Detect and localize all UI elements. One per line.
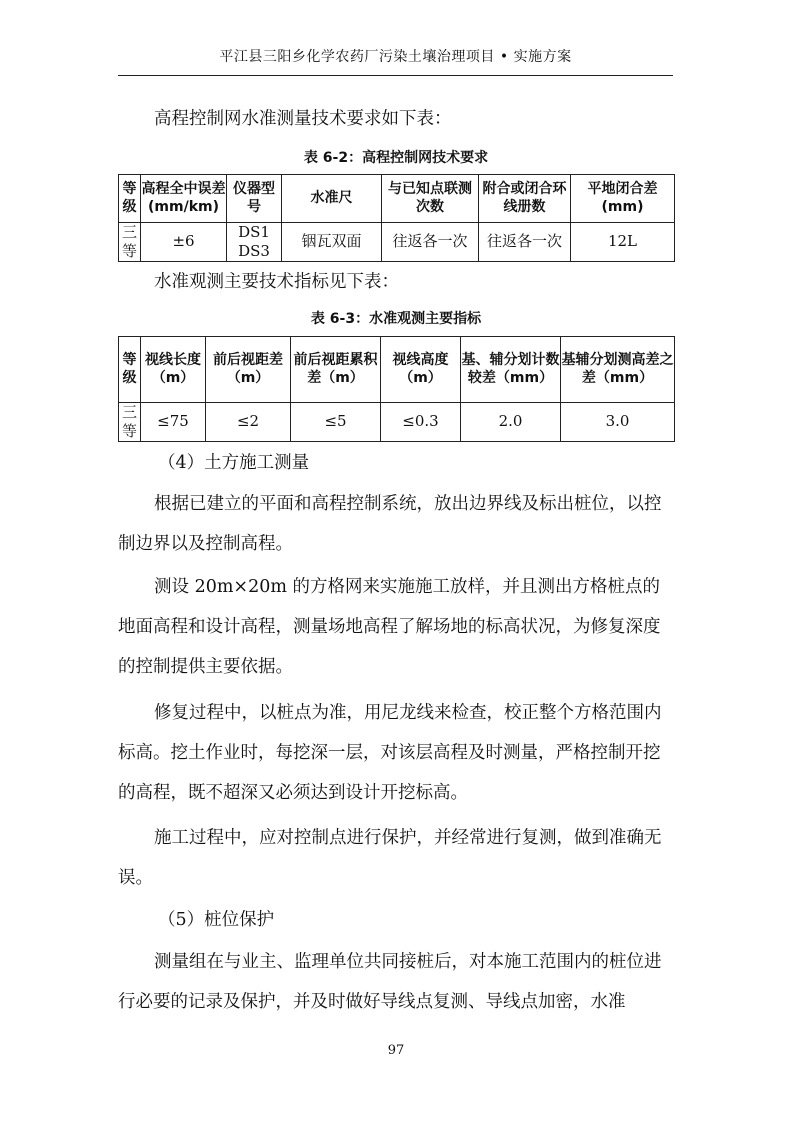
table2-cell: 三等	[119, 403, 141, 442]
table2-header-cell: 前后视距累积差（m）	[291, 337, 381, 403]
paragraph-2: 测设 20m×20m 的方格网来实施施工放样，并且测出方格桩点的地面高程和设计高程，测量场地高程了解场地的标高状况，为修复深度的控制提供主要依据。	[118, 577, 661, 677]
table2-header-cell: 视线长度（m）	[141, 337, 206, 403]
table1-header-cell: 高程全中误差(mm/km)	[141, 175, 227, 223]
table1-cell: 三等	[119, 223, 141, 262]
table1-instrument-line: DS1	[238, 223, 270, 241]
table2-cell: ≤5	[291, 403, 381, 442]
table-6-3	[118, 336, 675, 442]
paragraph-4: 施工过程中，应对控制点进行保护，并经常进行复测，做到准确无误。	[118, 828, 662, 888]
table2-intro: 水准观测主要技术指标见下表：	[154, 272, 399, 292]
paragraph-3: 修复过程中，以桩点为准，用尼龙线来检查，校正整个方格范围内标高。挖土作业时，每挖深一层，对该层高程及时测量，严格控制开挖的高程，既不超深又必须达到设计开挖标高。	[118, 703, 662, 803]
section-5-heading: （5）桩位保护	[158, 910, 275, 930]
table2-cell: 3.0	[561, 403, 675, 442]
table2-cell: 2.0	[461, 403, 561, 442]
paragraph-1: 根据已建立的平面和高程控制系统，放出边界线及标出桩位，以控制边界以及控制高程。	[118, 494, 662, 554]
paragraph-5: 测量组在与业主、监理单位共同接桩后，对本施工范围内的桩位进行必要的记录及保护，并及时做好导线点复测、导线点加密，水准	[118, 952, 662, 1012]
table2-cell: ≤2	[206, 403, 291, 442]
table2-header-cell: 前后视距差（m）	[206, 337, 291, 403]
table1-header-cell: 附合或闭合环线册数	[479, 175, 571, 223]
table1-cell: 12L	[571, 223, 675, 262]
table2-header-cell: 基辅分划测高差之差（mm）	[561, 337, 675, 403]
table1-cell: ±6	[141, 223, 227, 262]
table2-caption: 表 6-3：水准观测主要指标	[310, 311, 482, 327]
table1-header-cell: 水准尺	[282, 175, 382, 223]
table1-cell: 往返各一次	[479, 223, 571, 262]
table1-header-cell: 等级	[119, 175, 141, 223]
table1-caption: 表 6-2：高程控制网技术要求	[303, 150, 489, 166]
table2-header-cell: 视线高度（m）	[381, 337, 461, 403]
section-4-heading: （4）土方施工测量	[158, 453, 310, 473]
table1-header-cell: 仪器型号	[227, 175, 282, 223]
table2-header-cell: 基、辅分划计数较差（mm）	[461, 337, 561, 403]
table2-cell: ≤75	[141, 403, 206, 442]
running-header: 平江县三阳乡化学农药厂污染土壤治理项目 • 实施方案	[219, 49, 572, 65]
table2-header-cell: 等级	[119, 337, 141, 403]
table1-header-cell: 与已知点联测次数	[382, 175, 479, 223]
table2-cell: ≤0.3	[381, 403, 461, 442]
table-6-2	[118, 174, 675, 262]
table1-instrument-line: DS3	[238, 241, 270, 260]
table1-cell: 往返各一次	[382, 223, 479, 262]
table1-header-cell: 平地闭合差(mm)	[571, 175, 675, 223]
header-rule	[118, 75, 673, 76]
page-number: 97	[387, 1043, 405, 1058]
table1-intro: 高程控制网水准测量技术要求如下表：	[154, 109, 452, 129]
table1-cell-instrument	[227, 223, 282, 262]
table1-cell: 铟瓦双面	[282, 223, 382, 262]
